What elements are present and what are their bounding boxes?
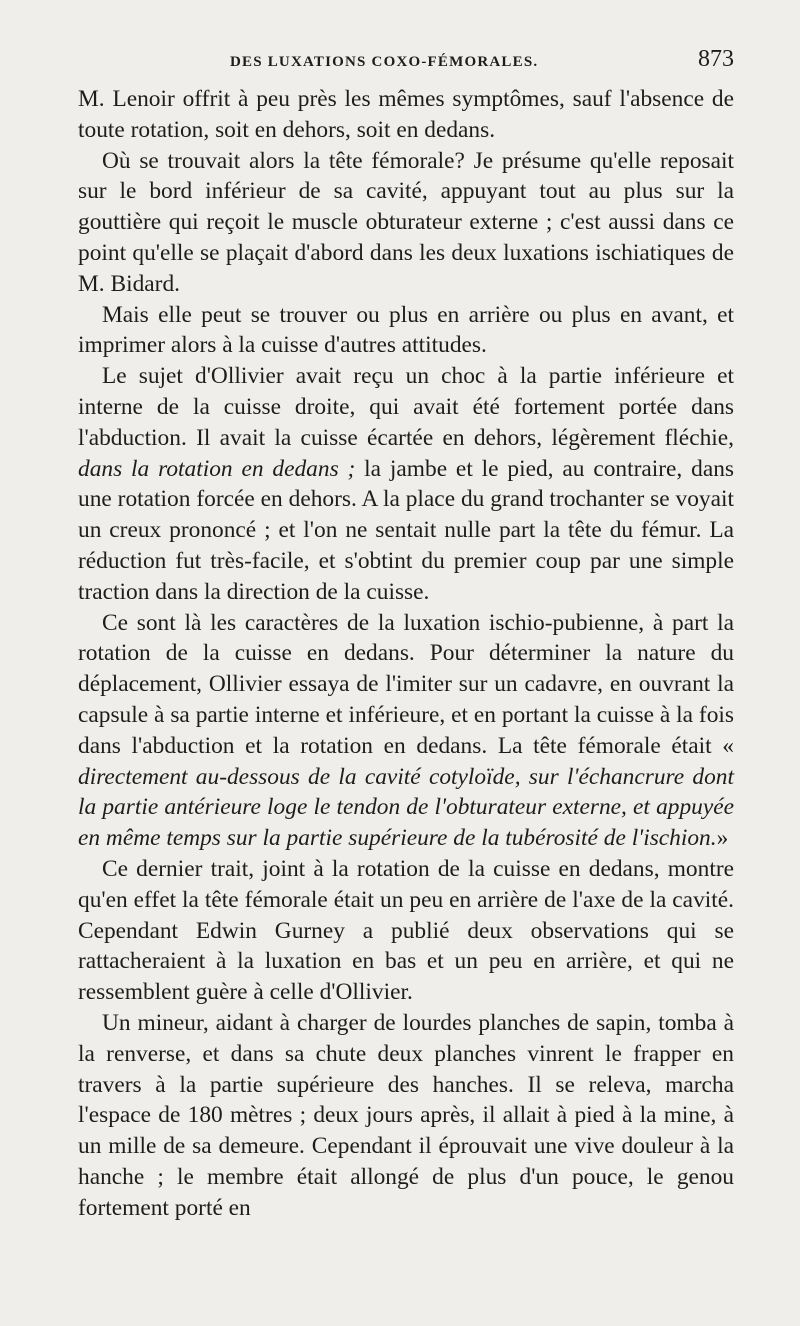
paragraph-text: M. Lenoir offrit à peu près les mêmes symptômes, sauf l'absence de toute rotation, soit en dehors, soit en dedans. xyxy=(78,86,734,143)
paragraph-text: la jambe et le pied, au contraire, dans une rotation forcée en dehors. A la place du grand trochanter se voyait un creux prononcé ; et l'on ne sentait nulle part la tête du fémur. La réduction fut très-facile, et s'obtint du premier coup par une simple traction dans la direction de la cuisse. xyxy=(78,455,735,605)
paragraph-text: Mais elle peut se trouver ou plus en arrière ou plus en avant, et imprimer alors à la cuisse d'autres attitudes. xyxy=(78,301,734,359)
italic-text: directement au-dessous de la cavité cotyloïde, sur l'échancrure dont la partie antérieure loge le tendon de l'obturateur externe, et appuyée en même temps sur la partie supérieure de la tubérosité de l'ischion. xyxy=(78,763,734,852)
paragraph-text: Ce dernier trait, joint à la rotation de la cuisse en dedans, montre qu'en effet la tête fémorale était un peu en arrière de l'axe de la cavité. Cependant Edwin Gurney a publié deux observations qui se rattacheraient à la luxation en bas et un peu en arrière, et qui ne ressemblent guère à celle d'Ollivier. xyxy=(78,855,734,1006)
paragraph xyxy=(78,146,734,300)
paragraph-text: Le sujet d'Ollivier avait reçu un choc à la partie inférieure et interne de la cuisse droite, qui avait été fortement portée dans l'abduction. Il avait la cuisse écartée en dehors, légèrement fléchie, xyxy=(78,363,734,451)
running-title: DES LUXATIONS COXO-FÉMORALES. xyxy=(230,54,539,70)
paragraph-text: Où se trouvait alors la tête fémorale? Je présume qu'elle reposait sur le bord inférieur de sa cavité, appuyant tout au plus sur la gouttière qui reçoit le muscle obturateur externe ; c'est aussi dans ce point qu'elle se plaçait d'abord dans les deux luxations ischiatiques de M. Bidard. xyxy=(78,147,734,297)
paragraph-text: Un mineur, aidant à charger de lourdes planches de sapin, tomba à la renverse, et dans sa chute deux planches vinrent le frapper en travers à la partie supérieure des hanches. Il se releva, marcha l'espace de 180 mètres ; deux jours après, il allait à pied à la mine, à un mille de sa demeure. Cependant il éprouvait une vive douleur à la hanche ; le membre était allongé de plus d'un pouce, le genou fortement porté en xyxy=(78,1009,734,1221)
italic-text: dans la rotation en dedans ; xyxy=(78,455,356,482)
paragraph xyxy=(78,300,734,362)
paragraph xyxy=(78,608,734,854)
paragraph xyxy=(78,361,734,607)
paragraph xyxy=(78,1008,734,1224)
page-number: 873 xyxy=(698,46,734,72)
paragraph-text: » xyxy=(716,825,729,852)
paragraph xyxy=(78,854,734,1008)
paragraph-text: Ce sont là les caractères de la luxation ischio-pubienne, à part la rotation de la cuisse en dedans. Pour déterminer la nature du déplacement, Ollivier essaya de l'imiter sur un cadavre, en ouvrant la capsule à sa partie interne et inférieure, et en portant la cuisse à la fois dans l'abduction et la rotation en dedans. La tête fémorale était « xyxy=(78,609,734,759)
body-text xyxy=(78,84,734,1223)
page-header xyxy=(78,46,734,78)
paragraph xyxy=(78,84,734,146)
